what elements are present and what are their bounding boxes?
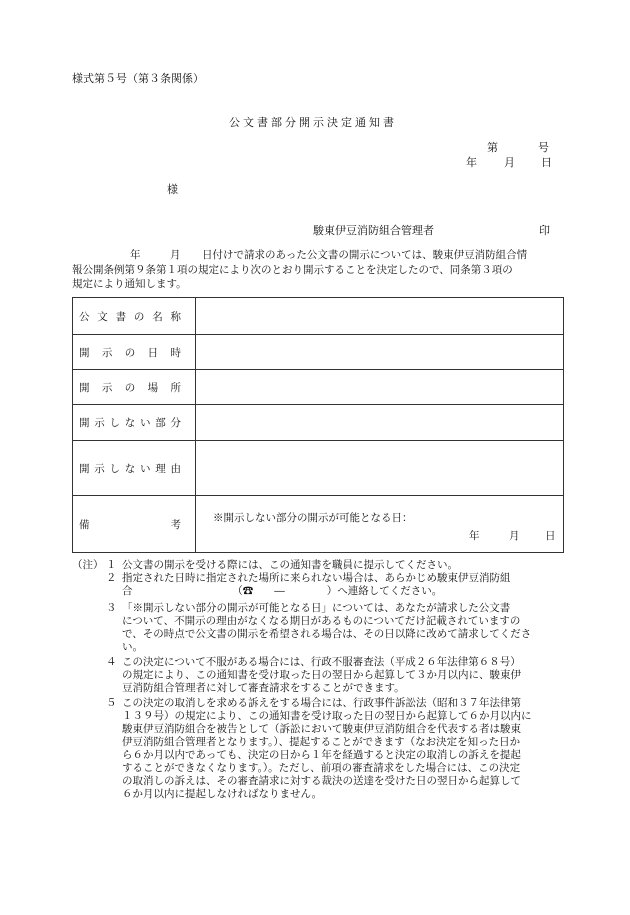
note-line: について、不開示の理由がなくなる期日があるものについてだけ記載されていますの [122,615,521,627]
note-number: ２ [106,572,117,584]
note-item [72,656,572,695]
note-line: 合 （☎ ― ）へ連絡してください。 [122,585,443,597]
table-row [73,370,564,405]
table-row-remarks [73,496,564,553]
row-value [196,370,564,405]
label-char: 開 [79,381,90,394]
note-line: 指定された日時に指定された場所に来られない場合は、あらかじめ駿東伊豆消防組 [122,572,511,584]
remarks-label-left: 備 [79,518,90,531]
row-label [73,335,196,370]
label-char: の [133,310,145,323]
note-line: １３９号）の規定により、この通知書を受け取った日の翌日から起算して６か月以内に [122,710,532,722]
label-char: 分 [170,417,181,429]
intro-text-2: 報公開条例第９条第１項の規定により次のとおり開示することを決定したので、同条第３項の [72,264,513,276]
label-char: 所 [170,381,181,394]
note-item [72,602,572,654]
label-char: 開 [79,462,90,475]
label-char: 理 [155,462,166,475]
row-label [73,298,196,335]
note-line: の取消しの訴えは、その審査請求に対する裁決の送達を受けた日の翌日から起算して [122,775,521,787]
row-value [196,335,564,370]
note-line: この決定の取消しを求める訴えをする場合には、行政事件訴訟法（昭和３７年法律第 [122,697,521,709]
issuer-name: 駿東伊豆消防組合管理者 [313,224,434,237]
seal-mark: 印 [539,224,550,237]
row-value [196,405,564,441]
note-line: 豆消防組合管理者に対して審査請求をすることができます。 [122,682,405,694]
note-line: ６か月以内に提起しなければなりません。 [122,788,323,800]
note-line: で、その時点で公文書の開示を希望される場合は、その日以降に改めて請求してくださ [122,628,532,640]
form-number: 様式第５号（第３条関係） [72,72,204,85]
table-row [73,335,564,370]
label-char: 示 [94,417,105,429]
intro-text-3: 規定により通知します。 [72,278,187,290]
note-line: ら６か月以内であっても、決定の日から１年を経過すると決定の取消しの訴えを提起 [122,749,521,761]
label-char: し [109,417,120,429]
note-line: この決定について不服がある場合には、行政不服審査法（平成２６年法律第６８号） [122,656,521,668]
remarks-label-text [79,517,181,532]
note-line: することができなくなります。）。ただし、前項の審査請求をした場合には、この決定 [122,762,521,774]
label-char: 称 [170,310,181,323]
note-item [72,697,572,801]
remarks-value [196,496,564,553]
intro-month: 月 [170,249,181,261]
note-line: 伊豆消防組合管理者となります。）、提起することができます（なお決定を知った日か [122,736,521,748]
row-label-text [79,415,181,430]
note-number: ３ [106,602,117,614]
document-title: 公文書部分開示決定通知書 [229,116,397,129]
label-char: 時 [170,346,181,359]
number-go: 号 [538,141,549,154]
label-char: 開 [79,346,90,359]
remarks-year: 年 [469,530,480,542]
label-char: 場 [147,381,159,394]
label-char: 文 [97,310,108,323]
notes-section [72,559,572,801]
label-char: 由 [170,462,181,475]
remarks-label [73,496,196,553]
notes-head: （注） [72,559,104,571]
label-char: の [124,381,136,394]
label-char: 公 [79,310,90,323]
table-row [73,441,564,496]
intro-year: 年 [130,249,141,261]
label-char: い [140,462,151,475]
table-row [73,405,564,441]
note-item [72,572,572,598]
label-char: な [124,462,136,475]
note-line: い。 [122,641,143,653]
label-char: 部 [155,417,166,429]
note-line: 「※開示しない部分の開示が可能となる日」については、あなたが請求した公文書 [122,602,511,614]
row-label-text [79,380,181,395]
remarks-month: 月 [509,530,520,542]
number-dai: 第 [487,141,498,154]
remarks-day: 日 [545,530,556,542]
table-row [73,298,564,335]
label-char: 示 [101,381,113,394]
remarks-label-right: 考 [170,518,181,531]
row-label [73,370,196,405]
date-month: 月 [504,156,515,169]
label-char: い [140,417,151,429]
disclosure-table [72,297,564,553]
label-char: し [109,462,120,475]
row-label [73,405,196,441]
label-char: な [124,417,136,429]
label-char: 開 [79,417,90,429]
note-number: １ [106,559,117,571]
label-char: の [124,346,136,359]
addressee-suffix: 様 [167,183,178,196]
row-value [196,441,564,496]
date-day: 日 [541,156,552,169]
note-line: 駿東伊豆消防組合を被告として（訴訟において駿東伊豆消防組合を代表する者は駿東 [122,723,521,735]
row-label-text [79,461,181,476]
label-char: 日 [147,346,159,359]
intro-text-1: 日付けで請求のあった公文書の開示については、駿東伊豆消防組合情 [202,249,528,261]
label-char: 名 [152,310,163,323]
date-year: 年 [466,156,477,169]
label-char: 示 [94,462,105,475]
label-char: 示 [101,346,113,359]
label-char: 書 [115,310,127,323]
row-label [73,441,196,496]
note-line: の規定により、この通知書を受け取った日の翌日から起算して３か月以内に、駿東伊 [122,669,521,681]
note-number: ４ [106,656,117,668]
remarks-text: ※開示しない部分の開示が可能となる日： [213,512,413,524]
note-number: ５ [106,697,117,709]
note-line: 公文書の開示を受ける際には、この通知書を職員に提示してください。 [122,559,458,571]
note-item [72,559,572,572]
row-label-text [79,309,181,324]
row-label-text [79,345,181,360]
row-value [196,298,564,335]
